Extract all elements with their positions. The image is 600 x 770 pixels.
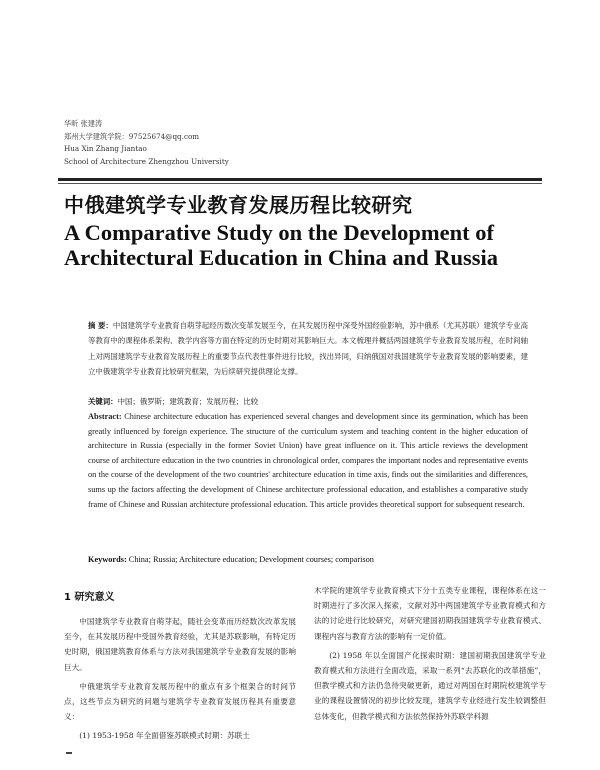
author-block <box>64 118 544 168</box>
body-paragraph: (1) 1953-1958 年全面借鉴苏联模式时期：苏联土 <box>79 731 250 741</box>
author-names-cn: 华昕 张建涛 <box>64 119 103 128</box>
abstract-cn-label: 摘 要： <box>88 321 113 330</box>
keywords-cn-text: 中国；俄罗斯；建筑教育；发展历程；比较 <box>117 397 259 406</box>
body-column-right <box>314 583 546 728</box>
section-heading: 1 研究意义 <box>64 592 115 603</box>
header-rule <box>58 178 542 181</box>
keywords-chinese <box>88 395 528 409</box>
abstract-english <box>88 410 528 512</box>
keywords-cn-label: 关键词： <box>88 397 118 406</box>
abstract-en-text: Chinese architecture education has experienced several changes and development since its germination, which has been greatly influenced by foreign experience. The structure of the curriculum system and teaching content in the higher education of architecture in Russia (especially in the former Soviet Union) have great influence on it. This article reviews the development course of architecture education in the two countries in chronological order, compares the important nodes and representative events on the course of the development of the two countries' architecture education in time axis, finds out the similarities and differences, sums up the factors affecting the development of Chinese architecture professional education, and establishes a comparative study frame of Chinese and Russian architecture professional education. This article provides theoretical support for subsequent research. <box>88 412 529 509</box>
keywords-en-label: Keywords: <box>88 555 127 564</box>
keywords-english <box>88 553 528 567</box>
body-column-left <box>64 590 296 748</box>
abstract-en-label: Abstract: <box>88 412 122 421</box>
page-footer-mark <box>66 752 72 754</box>
title-chinese: 中俄建筑学专业教育发展历程比较研究 <box>64 193 413 217</box>
author-names-en: Hua Xin Zhang Jiantao <box>64 144 147 154</box>
body-paragraph: 中俄建筑学专业教育发展历程中的重点有多个框架合的时间节点，这些节点为研究的问题与建筑学专业教育发展历程具有重要意义： <box>64 681 296 722</box>
keywords-en-text: China; Russia; Architecture education; Development courses; comparison <box>128 555 374 564</box>
title-english: A Comparative Study on the Development of Architectural Education in China and Russia <box>64 220 499 270</box>
body-paragraph: 中国建筑学专业教育自萌芽起，随社会变革而历经数次改革发展至今，在其发展历程中受国外教育经验，尤其是苏联影响，有特定历史时期，俄国建筑教育体系与方法对我国建筑学专业教育发展的影响巨大。 <box>64 617 296 672</box>
body-paragraph: (2) 1958 年以全面国产化探索时期：建国初期我国建筑学专业教育模式和方法进行全面改造，采取一系列“去苏联化的改革措施”，但教学模式和方法仍急待突破更新，通过对两国在时期院校建筑学专业的课程设置情况的初步比较发现，建筑学专业经进行发生较调整但总体变化，但教学模式和方法依然保持外苏联学科源 <box>314 650 546 721</box>
abstract-cn-text: 中国建筑学专业教育自萌芽起经历数次变革发展至今，在其发展历程中深受外国经验影响，苏中俄系（尤其苏联）建筑学专业高等教育中的课程体系架构、教学内容等方面在特定的历史时期对其影响巨大。本文梳理并概括两国建筑学专业教育发展历程，在时间轴上对两国建筑学专业教育发展历程上的重要节点代表性事件进行比较，找出异同，归纳俄国对我国建筑学专业教育发展的影响要素，建立中俄建筑学专业教育比较研究框架，为后续研究提供理论支撑。 <box>88 321 528 377</box>
abstract-chinese <box>88 318 528 380</box>
author-affiliation-cn: 郑州大学建筑学院：97525674@qq.com <box>64 131 200 141</box>
author-affiliation-en: School of Architecture Zhengzhou University <box>64 156 229 166</box>
body-paragraph: 木学院的建筑学专业教育模式下分十五类专业课程，课程体系在这一时期进行了多次深入探索，文献对苏中两国建筑学专业教育模式和方法的讨论进行比较研究，对研究建国初期我国建筑学专业教育模式、课程内容与教育方法的影响有一定价值。 <box>314 586 546 641</box>
header-rule-thin <box>58 183 542 184</box>
